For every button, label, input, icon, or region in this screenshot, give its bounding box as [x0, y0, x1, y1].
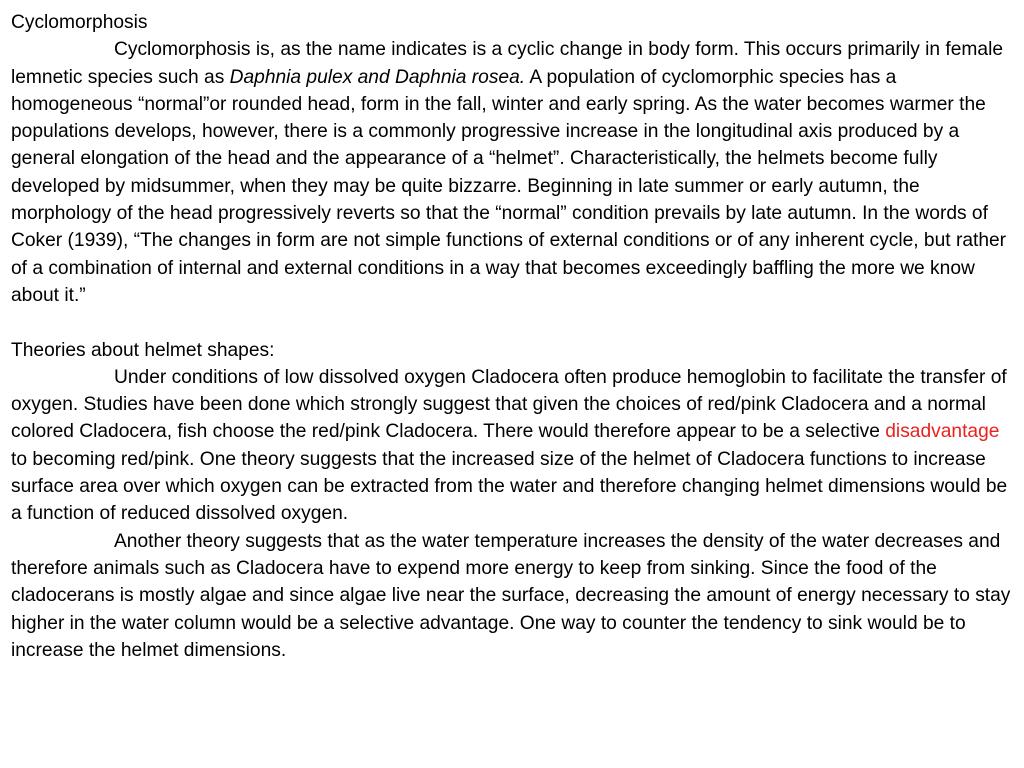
document-body: [11, 9, 1015, 664]
blank-line: [11, 309, 1015, 336]
highlighted-word: disadvantage: [885, 421, 1000, 443]
paragraph-cyclomorphosis-definition: [11, 36, 1015, 309]
document-title: Cyclomorphosis: [11, 12, 148, 33]
paragraph-2-text-end: to becoming red/pink. One theory suggests that the increased size of the helmet of Cladocera functions to increase surface area over which oxygen can be extracted from the water and therefore changing helmet dimensions would be a function of reduced dissolved oxygen.: [11, 448, 1008, 525]
paragraph-1-text-start: Cyclomorphosis is, as the name indicates is a cyclic change in body form. This occurs primarily in female lemnetic species such as: [11, 39, 1004, 88]
paragraph-oxygen-theory: [11, 364, 1015, 528]
paragraph-2-text-start: Under conditions of low dissolved oxygen Cladocera often produce hemoglobin to facilitate the transfer of oxygen. Studies have been done which strongly suggest that given the choices of red/pink Cladocera and a normal colored Cladocera, fish choose the red/pink Cladocera. There would therefore appear to be a selective: [11, 366, 1007, 443]
paragraph-1-text-end: A population of cyclomorphic species has a homogeneous “normal”or rounded head, form in the fall, winter and early spring. As the water becomes warmer the populations develops, however, there is a commonly progressive increase in the longitudinal axis produced by a general elongation of the head and the appearance of a “helmet”. Characteristically, the helmets become fully developed by midsummer, when they may be quite bizzarre. Beginning in late summer or early autumn, the morphology of the head progressively reverts so that the “normal” condition prevails by late autumn. In the words of Coker (1939), “The changes in form are not simple functions of external conditions or of any inherent cycle, but rather of a combination of internal and external conditions in a way that becomes exceedingly baffling the more we know about it.”: [11, 66, 1007, 306]
section-subtitle: Theories about helmet shapes:: [11, 339, 275, 361]
species-names: Daphnia pulex and Daphnia rosea.: [229, 66, 526, 88]
paragraph-density-theory: Another theory suggests that as the water temperature increases the density of the water decreases and therefore animals such as Cladocera have to expend more energy to keep from sinking. Since the food of the cladocerans is mostly algae and since algae live near the surface, decreasing the amount of energy necessary to stay higher in the water column would be a selective advantage. One way to counter the tendency to sink would be to increase the helmet dimensions.: [11, 530, 1011, 661]
